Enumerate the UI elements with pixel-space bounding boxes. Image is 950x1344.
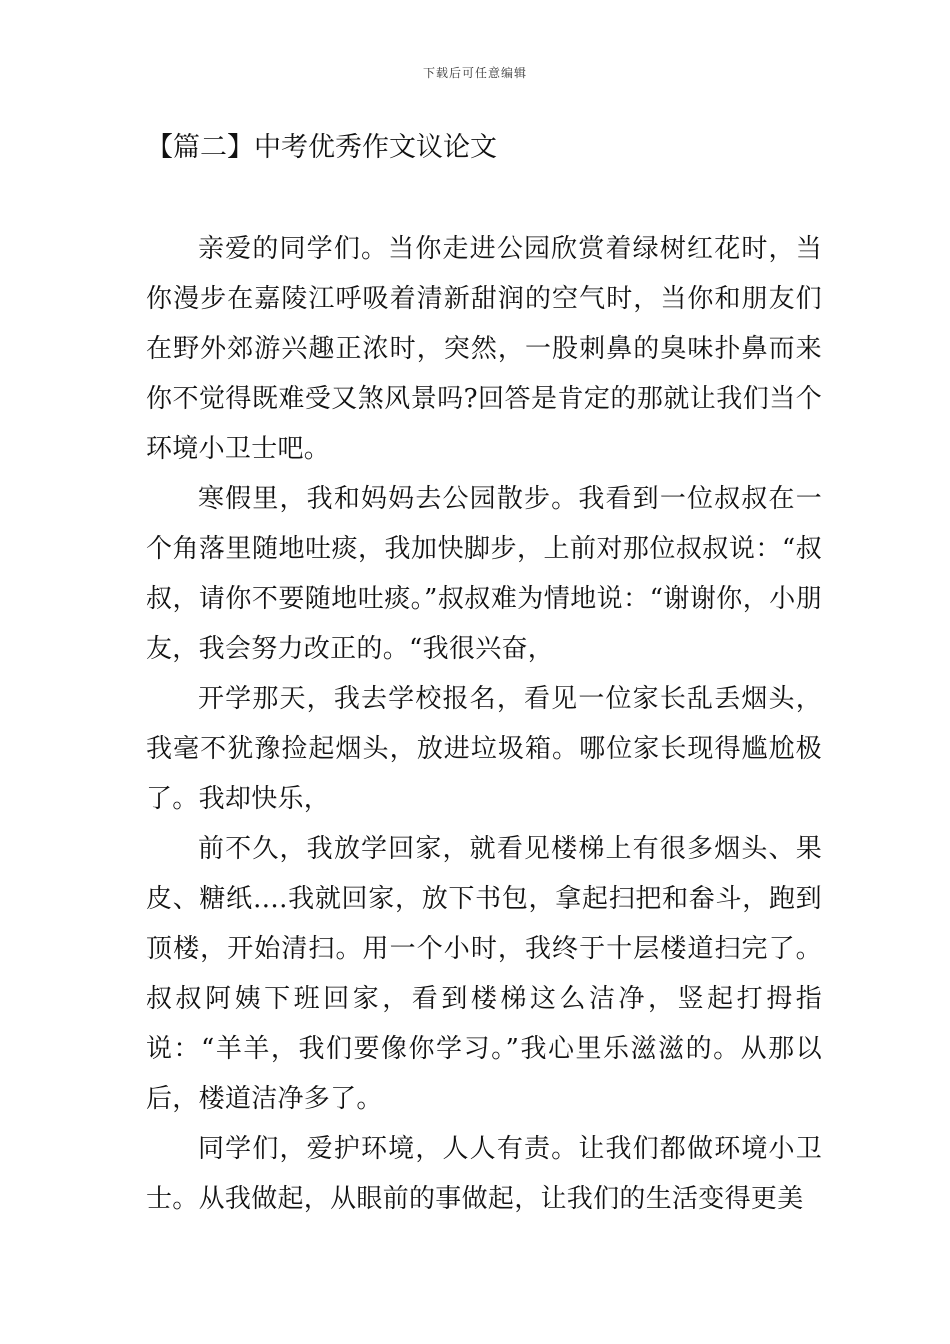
paragraph: 同学们，爱护环境，人人有责。让我们都做环境小卫士。从我做起，从眼前的事做起，让我们的生活变得更美: [146, 1134, 822, 1214]
paragraph: 寒假里，我和妈妈去公园散步。我看到一位叔叔在一个角落里随地吐痰，我加快脚步，上前对那位叔叔说：“叔叔，请你不要随地吐痰。”叔叔难为情地说：“谢谢你，小朋友，我会努力改正的。“我很兴奋，: [146, 484, 822, 664]
paragraph: 前不久，我放学回家，就看见楼梯上有很多烟头、果皮、糖纸….我就回家，放下书包，拿起扫把和畚斗，跑到顶楼，开始清扫。用一个小时，我终于十层楼道扫完了。叔叔阿姨下班回家，看到楼梯这么洁净，竖起打拇指说：“羊羊，我们要像你学习。”我心里乐滋滋的。从那以后，楼道洁净多了。: [146, 834, 822, 1114]
document-title: 【篇二】中考优秀作文议论文: [146, 132, 497, 163]
header-note: 下载后可任意编辑: [422, 66, 527, 80]
document-body: [146, 224, 822, 1224]
paragraph: 亲爱的同学们。当你走进公园欣赏着绿树红花时，当你漫步在嘉陵江呼吸着清新甜润的空气时，当你和朋友们在野外郊游兴趣正浓时，突然，一股刺鼻的臭味扑鼻而来你不觉得既难受又煞风景吗?回答是肯定的那就让我们当个环境小卫士吧。: [146, 234, 822, 464]
paragraph: 开学那天，我去学校报名，看见一位家长乱丢烟头，我毫不犹豫捡起烟头，放进垃圾箱。哪位家长现得尴尬极了。我却快乐，: [146, 684, 822, 814]
